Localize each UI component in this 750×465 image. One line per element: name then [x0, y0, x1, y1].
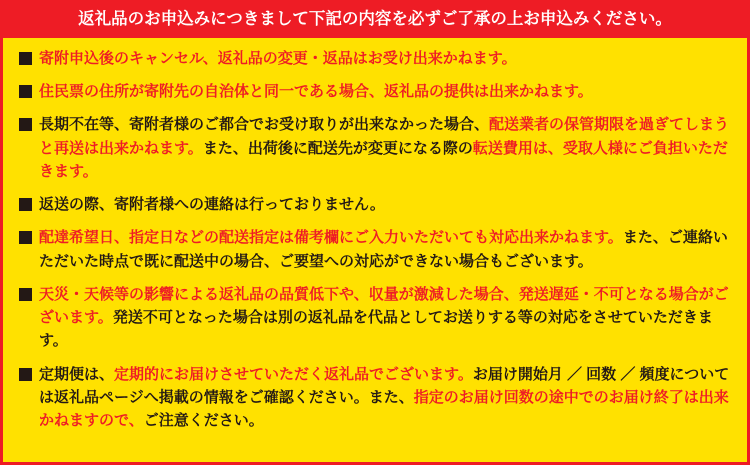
- list-item: [19, 80, 731, 103]
- square-bullet-icon: [19, 288, 32, 301]
- text-segment: 定期便は、: [39, 365, 115, 383]
- text-segment: ご注意ください。: [143, 412, 264, 430]
- text-segment: 指定のお届け回数の途中でのお届け終了は出来かねますので、: [39, 388, 729, 430]
- text-segment: 配送業者の保管期限を過ぎてしまうと再送は出来かねます。: [39, 116, 730, 157]
- list-item-text: [39, 80, 731, 103]
- list-item: [19, 47, 731, 70]
- square-bullet-icon: [19, 198, 32, 211]
- list-item: [19, 193, 731, 216]
- list-item: [19, 283, 731, 353]
- text-segment: 定期的にお届けさせていただく返礼品でございます。: [114, 365, 473, 383]
- text-segment: 住民票の住所が寄附先の自治体と同一である場合、返礼品の提供は出来かねます。: [39, 83, 593, 101]
- list-item: [19, 113, 731, 183]
- square-bullet-icon: [19, 52, 32, 65]
- text-segment: 寄附申込後のキャンセル、返礼品の変更・返品はお受け出来かねます。: [39, 49, 517, 67]
- square-bullet-icon: [19, 118, 32, 131]
- text-segment: お届け開始月 ／ 回数 ／ 頻度については返礼品ページへ掲載の情報をご確認ください。また、: [39, 365, 730, 406]
- square-bullet-icon: [19, 85, 32, 98]
- text-segment: 転送費用は、受取人様にご負担いただきます。: [39, 139, 728, 180]
- notice-items-list: [3, 38, 747, 462]
- square-bullet-icon: [19, 231, 32, 244]
- list-item-text: [39, 283, 731, 353]
- list-item: [19, 226, 731, 273]
- square-bullet-icon: [19, 368, 32, 381]
- list-item-text: [39, 363, 731, 433]
- list-item-text: [39, 113, 731, 183]
- notice-header-title: 返礼品のお申込みにつきまして下記の内容を必ずご了承の上お申込みください。: [3, 3, 747, 38]
- text-segment: 配達希望日、指定日などの配送指定は備考欄にご入力いただいても対応出来かねます。: [39, 229, 623, 247]
- list-item-text: [39, 193, 731, 216]
- text-segment: 返送の際、寄附者様への連絡は行っておりません。: [39, 196, 385, 214]
- text-segment: 天災・天候等の影響による返礼品の品質低下や、収量が激減した場合、発送遅延・不可となる場合がございます。: [39, 285, 729, 327]
- text-segment: また、出荷後に配送先が変更になる際の: [202, 139, 473, 157]
- list-item-text: [39, 47, 731, 70]
- text-segment: また、ご連絡いただいた時点で既に配送中の場合、ご要望への対応ができない場合もございます。: [39, 229, 728, 270]
- text-segment: 長期不在等、寄附者様のご都合でお受け取りが出来なかった場合、: [39, 116, 490, 134]
- list-item: [19, 363, 731, 433]
- text-segment: 発送不可となった場合は別の返礼品を代品としてお送りする等の対応をさせていただきます。: [39, 309, 713, 350]
- list-item-text: [39, 226, 731, 273]
